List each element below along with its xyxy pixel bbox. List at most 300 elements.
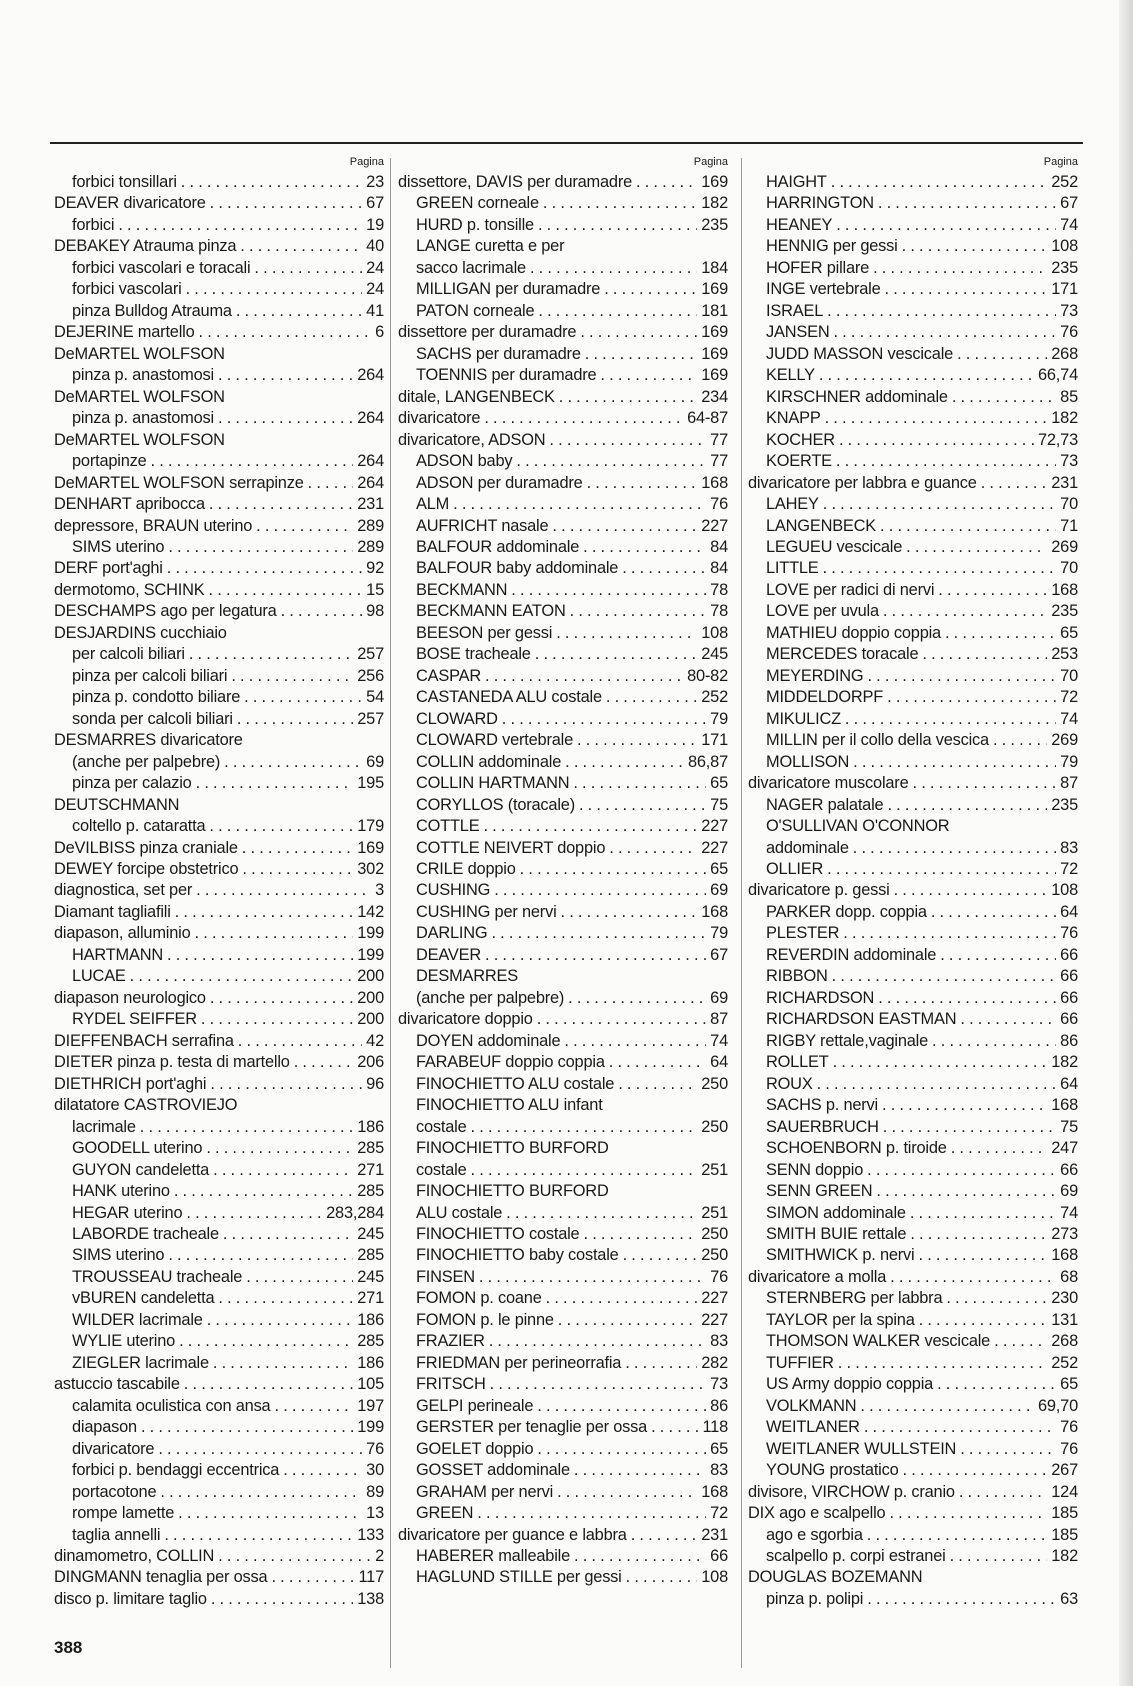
entry-page: 66: [1060, 1160, 1078, 1179]
entry-page: 252: [701, 688, 728, 707]
dot-leader: [625, 1353, 697, 1374]
index-entry: [398, 1396, 728, 1417]
index-entry: [398, 1460, 728, 1481]
entry-page: 253: [1051, 645, 1078, 664]
entry-term: DEWEY forcipe obstetrico: [54, 860, 239, 878]
index-entry: [748, 773, 1078, 794]
index-entry: [398, 494, 728, 515]
index-column-1: [54, 152, 384, 1610]
entry-term: ROLLET: [766, 1053, 829, 1072]
index-entry: [398, 1331, 728, 1352]
dot-leader: [141, 1417, 353, 1438]
entry-term: LAHEY: [766, 495, 819, 514]
dot-leader: [823, 558, 1057, 579]
entry-page: 231: [701, 1525, 728, 1544]
index-entry: [748, 365, 1078, 386]
dot-leader: [537, 1396, 706, 1417]
entry-page: 168: [701, 902, 728, 921]
entry-term: RICHARDSON EASTMAN: [766, 1010, 957, 1029]
entry-term: SACHS per duramadre: [416, 344, 581, 363]
entry-page: 199: [357, 945, 384, 964]
index-entry: [748, 623, 1078, 644]
dot-leader: [209, 494, 353, 515]
entry-page: 76: [366, 1439, 384, 1458]
entry-page: 74: [710, 1031, 728, 1050]
entry-term: forbici: [72, 215, 115, 234]
page-number: 388: [54, 1638, 83, 1657]
entry-term: divaricatore per labbra e guance: [748, 473, 977, 492]
entry-term: dinamometro, COLLIN: [54, 1547, 215, 1565]
entry-page: 227: [701, 838, 728, 857]
entry-term: O'SULLIVAN O'CONNOR: [766, 817, 950, 836]
entry-term: HENNIG per gessi: [766, 237, 898, 256]
index-entry: [54, 344, 384, 365]
dot-leader: [573, 773, 706, 794]
dot-leader: [564, 1031, 706, 1052]
entry-term: DARLING: [416, 924, 488, 943]
entry-term: HEGAR uterino: [72, 1203, 183, 1222]
dot-leader: [889, 1503, 1047, 1524]
entry-page: 64: [1060, 1074, 1078, 1093]
dot-leader: [283, 1460, 362, 1481]
entry-term: LEGUEU vescicale: [766, 537, 903, 556]
index-entry: [398, 258, 728, 279]
entry-page: 118: [702, 1418, 728, 1437]
entry-page: 66: [1060, 945, 1078, 964]
entry-term: DeMARTEL WOLFSON: [54, 344, 225, 363]
dot-leader: [993, 730, 1047, 751]
index-entry: [54, 1310, 384, 1331]
index-entry: [398, 1117, 728, 1138]
index-entry: [748, 1117, 1078, 1138]
index-entry: [398, 1288, 728, 1309]
dot-leader: [242, 838, 353, 859]
dot-leader: [210, 193, 362, 214]
dot-leader: [836, 451, 1056, 472]
index-entry: [54, 1589, 384, 1610]
entry-term: ago e sgorbia: [766, 1525, 863, 1544]
entry-page: 200: [357, 1010, 384, 1029]
index-entry: [54, 666, 384, 687]
entry-page: 171: [701, 731, 728, 750]
dot-leader: [160, 1482, 362, 1503]
index-entry: [748, 945, 1078, 966]
dot-leader: [168, 537, 353, 558]
entry-term: MEYERDING: [766, 666, 864, 685]
index-entry: [748, 923, 1078, 944]
index-entry: [398, 1181, 728, 1202]
dot-leader: [574, 1460, 706, 1481]
index-entry: [54, 1160, 384, 1181]
dot-leader: [890, 1267, 1056, 1288]
index-entry: [398, 988, 728, 1009]
index-entry: [398, 1138, 728, 1159]
entry-page: 87: [1060, 774, 1078, 793]
entry-list: [398, 172, 728, 1589]
index-entry: [748, 880, 1078, 901]
entry-term: MATHIEU doppio coppia: [766, 623, 941, 642]
entry-term: TAYLOR per la spina: [766, 1310, 915, 1329]
index-entry: [748, 859, 1078, 880]
index-entry: [54, 1267, 384, 1288]
entry-page: 227: [701, 516, 728, 535]
entry-term: NAGER palatale: [766, 795, 884, 814]
entry-page: 67: [710, 945, 728, 964]
entry-page: 245: [357, 1267, 384, 1286]
entry-page: 200: [357, 967, 384, 986]
index-entry: [748, 1331, 1078, 1352]
index-entry: [748, 1160, 1078, 1181]
entry-page: 186: [357, 1353, 384, 1372]
entry-page: 42: [366, 1031, 384, 1050]
dot-leader: [179, 1331, 353, 1352]
dot-leader: [520, 859, 707, 880]
entry-term: MIDDELDORPF: [766, 688, 884, 707]
entry-term: taglia annelli: [72, 1525, 161, 1544]
dot-leader: [118, 215, 362, 236]
dot-leader: [864, 1417, 1056, 1438]
dot-leader: [867, 666, 1056, 687]
entry-page: 73: [710, 1375, 728, 1394]
entry-page: 66: [1060, 988, 1078, 1007]
entry-page: 71: [1060, 516, 1078, 535]
entry-term: DOYEN addominale: [416, 1031, 561, 1050]
entry-page: 182: [1051, 1053, 1078, 1072]
index-entry: [398, 859, 728, 880]
entry-page: 250: [701, 1074, 728, 1093]
index-entry: [748, 1288, 1078, 1309]
index-entry: [54, 945, 384, 966]
entry-term: DIEFFENBACH serrafina: [54, 1031, 234, 1050]
index-entry: [54, 558, 384, 579]
dot-leader: [932, 1031, 1056, 1052]
entry-term: YOUNG prostatico: [766, 1461, 899, 1480]
dot-leader: [940, 945, 1056, 966]
index-entry: [748, 1310, 1078, 1331]
index-entry: [398, 1374, 728, 1395]
index-entry: [398, 709, 728, 730]
entry-page: 117: [358, 1568, 384, 1587]
index-entry: [54, 1546, 384, 1567]
entry-page: 74: [1060, 1203, 1078, 1222]
dot-leader: [823, 494, 1056, 515]
entry-term: DIETHRICH port'aghi: [54, 1074, 207, 1093]
entry-term: GRAHAM per nervi: [416, 1482, 554, 1501]
entry-term: ditale, LANGENBECK: [398, 387, 555, 406]
entry-term: SACHS p. nervi: [766, 1096, 878, 1115]
index-entry: [748, 601, 1078, 622]
index-entry: [398, 1353, 728, 1374]
index-entry: [748, 279, 1078, 300]
entry-page: 271: [357, 1160, 384, 1179]
entry-page: 74: [1060, 215, 1078, 234]
dot-leader: [565, 752, 684, 773]
entry-term: TUFFIER: [766, 1353, 834, 1372]
entry-term: costale: [416, 1160, 467, 1179]
dot-leader: [867, 1525, 1048, 1546]
entry-term: SIMS uterino: [72, 537, 165, 556]
entry-page: 289: [357, 537, 384, 556]
entry-page: 19: [366, 215, 384, 234]
entry-term: MIKULICZ: [766, 709, 841, 728]
dot-leader: [831, 172, 1048, 193]
dot-leader: [196, 880, 371, 901]
entry-term: divaricatore a molla: [748, 1267, 887, 1286]
entry-page: 289: [357, 516, 384, 535]
entry-page: 76: [710, 1267, 728, 1286]
entry-page: 72: [1060, 688, 1078, 707]
entry-page: 76: [1060, 1439, 1078, 1458]
dot-leader: [817, 1074, 1057, 1095]
dot-leader: [211, 1589, 353, 1610]
entry-page: 271: [357, 1289, 384, 1308]
dot-leader: [570, 601, 707, 622]
entry-page: 138: [357, 1589, 384, 1608]
entry-term: disco p. limitare taglio: [54, 1589, 207, 1608]
dot-leader: [827, 859, 1056, 880]
entry-term: DeVILBISS pinza craniale: [54, 838, 238, 857]
index-entry: [398, 773, 728, 794]
entry-term: FINOCHIETTO BURFORD: [416, 1182, 609, 1201]
index-entry: [748, 430, 1078, 451]
entry-term: HARRINGTON: [766, 194, 874, 213]
entry-page: 6: [375, 323, 384, 342]
entry-page: 179: [357, 817, 384, 836]
dot-leader: [606, 687, 697, 708]
index-entry: [54, 730, 384, 751]
entry-page: 75: [710, 795, 728, 814]
entry-term: KNAPP: [766, 409, 821, 428]
dot-leader: [175, 902, 354, 923]
entry-term: COLLIN HARTMANN: [416, 774, 570, 793]
entry-page: 269: [1051, 537, 1078, 556]
index-entry: [748, 1567, 1078, 1588]
entry-term: portacotone: [72, 1482, 157, 1501]
dot-leader: [556, 623, 697, 644]
dot-leader: [867, 1160, 1056, 1181]
entry-page: 77: [710, 452, 728, 471]
dot-leader: [910, 1203, 1056, 1224]
entry-page: 41: [366, 301, 384, 320]
index-entry: [398, 365, 728, 386]
index-entry: [54, 1374, 384, 1395]
index-entry: [54, 1203, 384, 1224]
entry-page: 267: [1051, 1461, 1078, 1480]
entry-page: 83: [710, 1461, 728, 1480]
index-entry: [398, 215, 728, 236]
entry-term: VOLKMANN: [766, 1396, 857, 1415]
index-entry: [748, 494, 1078, 515]
entry-term: DEUTSCHMANN: [54, 795, 180, 814]
index-entry: [398, 172, 728, 193]
entry-page: 245: [701, 645, 728, 664]
index-entry: [54, 1031, 384, 1052]
entry-page: 86: [710, 1396, 728, 1415]
index-entry: [54, 322, 384, 343]
entry-term: pinza p. condotto biliare: [72, 688, 241, 707]
index-entry: [398, 580, 728, 601]
dot-leader: [883, 601, 1047, 622]
entry-term: FINSEN: [416, 1267, 475, 1286]
index-entry: [748, 1503, 1078, 1524]
dot-leader: [490, 1374, 707, 1395]
dot-leader: [623, 1245, 698, 1266]
entry-page: 256: [357, 666, 384, 685]
entry-page: 269: [1051, 731, 1078, 750]
entry-page: 96: [366, 1074, 384, 1093]
index-entry: [54, 1503, 384, 1524]
dot-leader: [938, 580, 1047, 601]
entry-page: 264: [357, 366, 384, 385]
index-entry: [54, 709, 384, 730]
entry-page: 79: [1060, 752, 1078, 771]
dot-leader: [224, 752, 362, 773]
entry-term: MERCEDES toracale: [766, 645, 919, 664]
entry-page: 268: [1051, 344, 1078, 363]
index-entry: [748, 1546, 1078, 1567]
index-entry: [748, 236, 1078, 257]
entry-page: 66: [1060, 967, 1078, 986]
entry-page: 76: [1060, 924, 1078, 943]
dot-leader: [887, 687, 1056, 708]
dot-leader: [189, 644, 353, 665]
entry-term: ADSON baby: [416, 452, 513, 471]
index-entry: [748, 322, 1078, 343]
entry-page: 86: [1060, 1031, 1078, 1050]
dot-leader: [906, 537, 1047, 558]
index-entry: [398, 623, 728, 644]
dot-leader: [558, 1310, 697, 1331]
index-entry: [54, 408, 384, 429]
index-entry: [54, 1567, 384, 1588]
index-entry: [54, 1439, 384, 1460]
entry-page: 84: [710, 559, 728, 578]
index-entry: [748, 709, 1078, 730]
dot-leader: [151, 451, 354, 472]
entry-term: SAUERBRUCH: [766, 1117, 879, 1136]
dot-leader: [950, 1546, 1048, 1567]
index-entry: [54, 1052, 384, 1073]
entry-term: DEAVER divaricatore: [54, 194, 206, 213]
entry-page: 235: [1051, 258, 1078, 277]
entry-term: RICHARDSON: [766, 988, 875, 1007]
dot-leader: [181, 172, 362, 193]
entry-term: PLESTER: [766, 924, 840, 943]
dot-leader: [209, 816, 353, 837]
entry-page: 75: [1060, 1117, 1078, 1136]
index-entry: [54, 838, 384, 859]
index-entry: [748, 1267, 1078, 1288]
dot-leader: [167, 945, 353, 966]
dot-leader: [130, 966, 354, 987]
index-entry: [54, 1396, 384, 1417]
index-entry: [748, 516, 1078, 537]
entry-term: HURD p. tonsille: [416, 215, 534, 234]
column-divider: [741, 158, 742, 1668]
entry-term: Diamant tagliafili: [54, 902, 171, 921]
index-entry: [748, 1374, 1078, 1395]
index-entry: [398, 193, 728, 214]
entry-page: 257: [357, 709, 384, 728]
entry-term: LABORDE tracheale: [72, 1224, 219, 1243]
index-entry: [398, 1546, 728, 1567]
index-entry: [54, 1460, 384, 1481]
entry-term: MILLIGAN per duramadre: [416, 280, 601, 299]
entry-term: depressore, BRAUN uterino: [54, 516, 253, 535]
entry-page: 250: [701, 1117, 728, 1136]
index-entry: [748, 1353, 1078, 1374]
entry-page: 64: [710, 1053, 728, 1072]
entry-term: DEBAKEY Atrauma pinza: [54, 237, 237, 256]
entry-term: GREEN: [416, 1504, 474, 1523]
dot-leader: [471, 1160, 698, 1181]
entry-term: COTTLE: [416, 817, 480, 836]
entry-page: 64: [1060, 902, 1078, 921]
dot-leader: [210, 1074, 362, 1095]
entry-term: CORYLLOS (toracale): [416, 795, 575, 814]
index-entry: [398, 730, 728, 751]
entry-page: 182: [1051, 409, 1078, 428]
dot-leader: [471, 1117, 698, 1138]
entry-page: 83: [1060, 838, 1078, 857]
entry-page: 285: [357, 1332, 384, 1351]
entry-term: LOVE per radici di nervi: [766, 580, 935, 599]
entry-page: 169: [701, 280, 728, 299]
dot-leader: [580, 322, 697, 343]
entry-page: 206: [357, 1053, 384, 1072]
entry-term: WILDER lacrimale: [72, 1310, 203, 1329]
entry-page: 65: [710, 860, 728, 878]
entry-term: WEITLANER WULLSTEIN: [766, 1439, 957, 1458]
dot-leader: [218, 408, 353, 429]
dot-leader: [549, 430, 706, 451]
dot-leader: [622, 558, 706, 579]
entry-term: KOCHER: [766, 430, 835, 449]
dot-leader: [587, 473, 698, 494]
dot-leader: [819, 365, 1034, 386]
dot-leader: [178, 1503, 362, 1524]
index-entry: [748, 1138, 1078, 1159]
entry-term: DESJARDINS cucchiaio: [54, 623, 227, 642]
index-entry: [398, 945, 728, 966]
dot-leader: [491, 923, 706, 944]
index-entry: [748, 816, 1078, 837]
dot-leader: [206, 1138, 353, 1159]
index-entry: [398, 344, 728, 365]
entry-term: forbici vascolari e toracali: [72, 258, 251, 277]
index-entry: [748, 344, 1078, 365]
dot-leader: [579, 795, 706, 816]
entry-term: KELLY: [766, 366, 815, 385]
index-entry: [748, 408, 1078, 429]
entry-page: 197: [357, 1396, 384, 1415]
entry-term: FRAZIER: [416, 1332, 485, 1351]
entry-term: SMITHWICK p. nervi: [766, 1246, 915, 1265]
entry-page: 124: [1051, 1482, 1078, 1501]
entry-page: 65: [710, 774, 728, 793]
index-entry: [398, 1267, 728, 1288]
dot-leader: [951, 1138, 1048, 1159]
dot-leader: [174, 1181, 353, 1202]
entry-page: 98: [366, 602, 384, 621]
index-entry: [748, 1460, 1078, 1481]
entry-page: 182: [1051, 1547, 1078, 1565]
index-entry: [54, 365, 384, 386]
index-entry: [398, 966, 728, 987]
dot-leader: [960, 1009, 1056, 1030]
dot-leader: [196, 773, 354, 794]
entry-page: 30: [366, 1461, 384, 1480]
